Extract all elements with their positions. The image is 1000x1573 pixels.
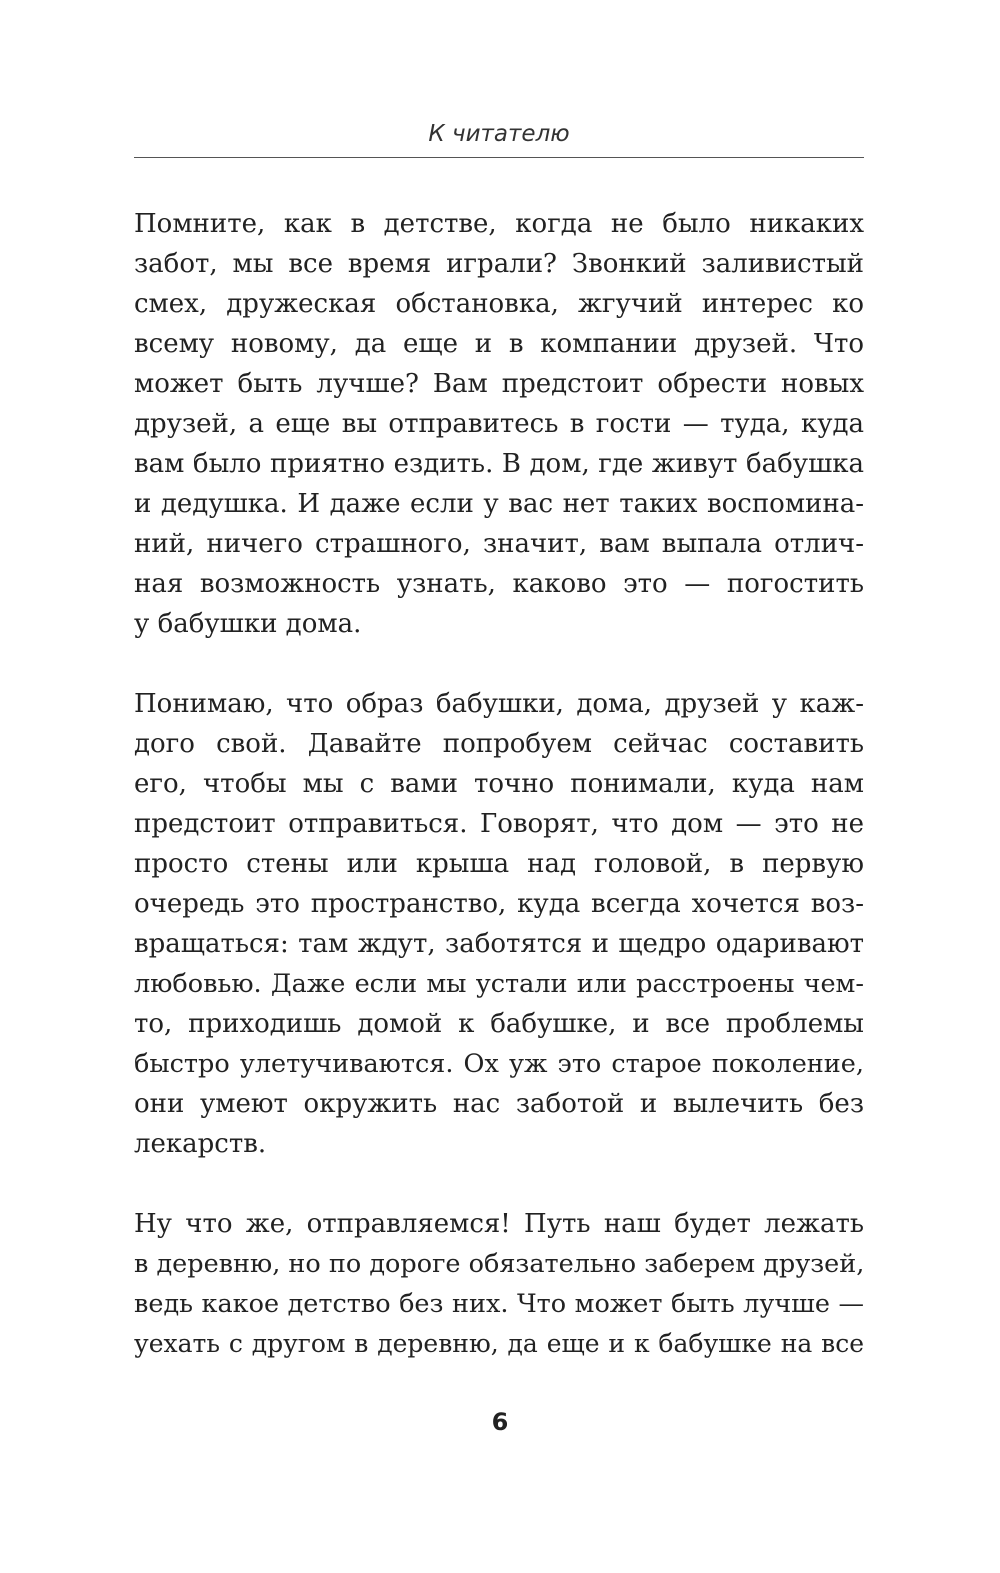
running-header: К читателю bbox=[428, 121, 570, 147]
text-line: может быть лучше? Вам предстоит обрести новых bbox=[134, 369, 864, 399]
text-line: друзей, а еще вы отправитесь в гости — туда, куда bbox=[134, 409, 864, 439]
text-line: Понимаю, что образ бабушки, дома, друзей у каж- bbox=[134, 689, 864, 719]
paragraph-2 bbox=[134, 684, 864, 1164]
text-line: лекарств. bbox=[134, 1129, 267, 1159]
text-line: предстоит отправиться. Говорят, что дом — это не bbox=[134, 809, 864, 839]
text-line: его, чтобы мы с вами точно понимали, куда нам bbox=[134, 769, 864, 799]
text-line: вращаться: там ждут, заботятся и щедро одаривают bbox=[134, 929, 864, 959]
text-line: то, приходишь домой к бабушке, и все проблемы bbox=[134, 1009, 864, 1039]
page-number: 6 bbox=[491, 1408, 509, 1436]
text-line: дого свой. Давайте попробуем сейчас составить bbox=[134, 729, 864, 759]
paragraph-1 bbox=[134, 204, 864, 644]
text-line: быстро улетучиваются. Ох уж это старое поколение, bbox=[134, 1049, 864, 1079]
text-line: очередь это пространство, куда всегда хочется воз- bbox=[134, 889, 864, 919]
paragraph-3 bbox=[134, 1204, 864, 1364]
text-line: и дедушка. И даже если у вас нет таких воспомина- bbox=[134, 489, 864, 519]
text-line: забот, мы все время играли? Звонкий заливистый bbox=[134, 249, 864, 279]
text-line: всему новому, да еще и в компании друзей. Что bbox=[134, 329, 864, 359]
text-line: Ну что же, отправляемся! Путь наш будет лежать bbox=[134, 1209, 864, 1239]
body-text bbox=[134, 204, 864, 1364]
text-line: смех, дружеская обстановка, жгучий интерес ко bbox=[134, 289, 864, 319]
text-line: уехать с другом в деревню, да еще и к бабушке на все bbox=[134, 1329, 864, 1358]
text-line: в деревню, но по дороге обязательно заберем друзей, bbox=[134, 1249, 865, 1279]
text-line: просто стены или крыша над головой, в первую bbox=[134, 849, 864, 879]
header-rule bbox=[134, 157, 864, 158]
text-line: ная возможность узнать, каково это — погостить bbox=[134, 569, 864, 599]
text-line: они умеют окружить нас заботой и вылечить без bbox=[134, 1089, 864, 1119]
text-line: у бабушки дома. bbox=[134, 609, 362, 639]
text-line: вам было приятно ездить. В дом, где живут бабушка bbox=[134, 449, 864, 479]
text-line: ведь какое детство без них. Что может быть лучше — bbox=[134, 1289, 864, 1319]
text-line: любовью. Даже если мы устали или расстроены чем- bbox=[134, 969, 864, 999]
text-line: ний, ничего страшного, значит, вам выпала отлич- bbox=[134, 529, 864, 559]
text-line: Помните, как в детстве, когда не было никаких bbox=[134, 209, 864, 239]
